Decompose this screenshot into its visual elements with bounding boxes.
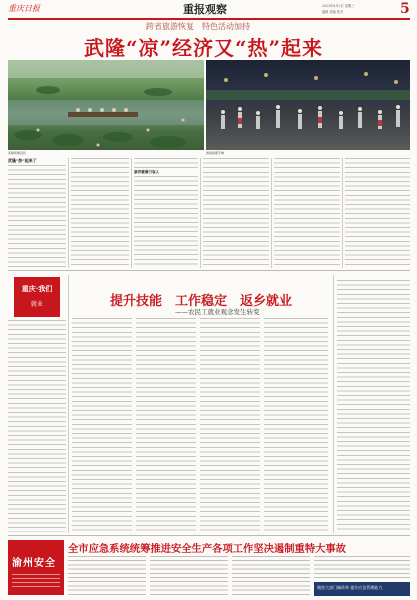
column-badge: [14, 277, 60, 317]
lead-headline: 武隆“凉”经济又“热”起来: [84, 36, 324, 60]
bottom-col-2: [150, 556, 228, 596]
lead-col-4: [203, 158, 269, 267]
lotus-photo-caption: 武隆荷塘景色: [8, 151, 27, 155]
lead-col-3b: [134, 176, 198, 267]
night-dance-photo: [206, 60, 410, 150]
divider: [200, 158, 201, 268]
masthead-rule: [8, 18, 410, 20]
night-dance-svg: [206, 60, 410, 150]
bottom-col-3: [232, 556, 310, 596]
column-badge-title: 重庆·我们: [21, 284, 53, 293]
lead-col-2: [71, 158, 129, 267]
divider: [131, 158, 132, 268]
second-headline: 提升技能 工作稳定 返乡就业: [110, 294, 293, 309]
safety-side-lines: [12, 574, 60, 588]
second-col-1: [72, 318, 132, 532]
date-info: 2023年8月2日 星期三: [322, 4, 355, 8]
safety-side-panel: [8, 540, 64, 595]
safety-side-label: 渝州安全: [12, 558, 56, 569]
lead-col-1: [8, 165, 66, 267]
lead-col-6: [345, 158, 410, 267]
divider: [68, 275, 69, 533]
bottom-ad-banner: [314, 582, 410, 596]
bottom-col-1: [68, 556, 146, 596]
lead-subhead: 武隆“热”起来了: [8, 158, 37, 163]
divider: [342, 158, 343, 268]
bottom-headline: 全市应急系统统筹推进安全生产各项工作坚决遏制重特大事故: [68, 543, 347, 555]
second-col-2: [136, 318, 196, 532]
page-number: 5: [400, 1, 410, 17]
lead-col-3: [134, 158, 198, 169]
paper-name: 重庆日报: [8, 4, 40, 13]
dance-photo-caption: 游客跳摆手舞: [206, 151, 225, 155]
second-col-left: [8, 320, 66, 532]
section-divider: [8, 535, 410, 536]
second-col-5: [337, 280, 410, 532]
divider: [68, 158, 69, 268]
second-subhead: ——农民工就业观念发生转变: [175, 308, 260, 316]
second-col-3: [200, 318, 260, 532]
lead-kicker: 跨省旅游恢复 特色活动加持: [146, 22, 250, 31]
bottom-col-4: [314, 556, 410, 580]
divider: [333, 275, 334, 533]
lotus-pond-svg: [8, 60, 204, 150]
section-title: 重报观察: [183, 3, 227, 16]
lead-col-5: [274, 158, 340, 267]
divider: [271, 158, 272, 268]
lead-section-head: 康养避暑引客入: [134, 170, 160, 174]
bottom-ad-text: 聚焦大部门制改革 提升应急管理能力: [317, 585, 383, 590]
column-badge-subtitle: 就业: [30, 301, 43, 308]
editor-info: 编辑 美编 校对: [322, 10, 344, 14]
lotus-pond-photo: [8, 60, 204, 150]
section-divider: [8, 270, 410, 271]
second-col-4: [264, 318, 328, 532]
